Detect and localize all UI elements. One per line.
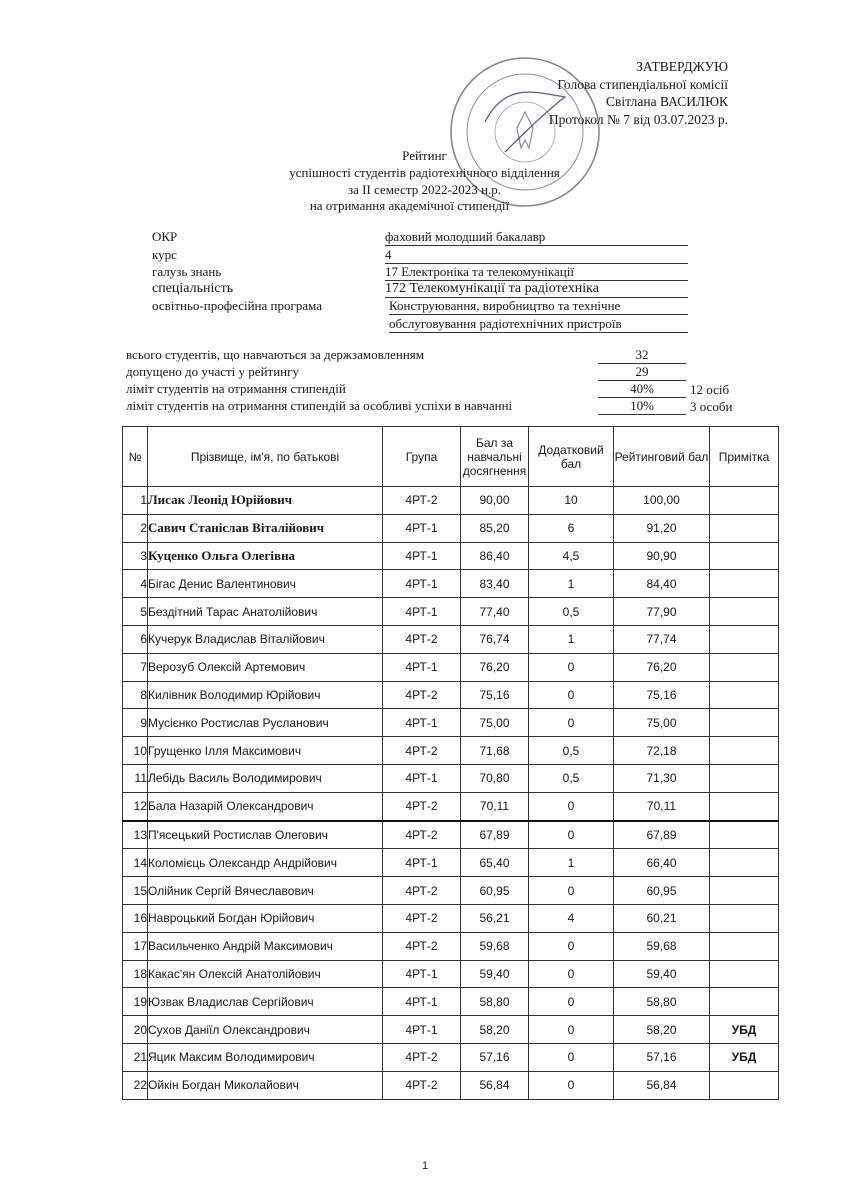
stat-note-limit: 12 осіб [690,382,730,397]
group: 4РТ-2 [383,487,461,515]
academic-score: 77,40 [461,598,529,626]
col-header-number: № [123,427,148,487]
student-name: Сухов Даніїл Олександрович [148,1016,383,1044]
student-name: Бігас Денис Валентинович [148,570,383,598]
col-header-rating: Рейтинговий бал [614,427,710,487]
note [710,877,779,905]
academic-score: 75,00 [461,709,529,737]
note [710,960,779,988]
note [710,737,779,765]
note [710,1071,779,1099]
table-row [123,988,779,1016]
student-name: Какас'ян Олексій Анатолійович [148,960,383,988]
student-name: Савич Станіслав Віталійович [148,514,383,542]
bonus-score: 0,5 [529,737,614,765]
info-value-okr: фаховий молодший бакалавр [385,229,688,246]
table-row [123,849,779,877]
bonus-score: 0 [529,653,614,681]
rating-score: 76,20 [614,653,710,681]
info-label-course: курс [152,247,177,262]
note: УБД [710,1016,779,1044]
approval-protocol: Протокол № 7 від 03.07.2023 р. [548,111,728,127]
row-number: 14 [123,849,148,877]
row-number: 6 [123,625,148,653]
rating-score: 56,84 [614,1071,710,1099]
academic-score: 70,80 [461,764,529,792]
rating-table-body [123,487,779,1100]
info-value-program-cont: обслуговування радіотехнічних пристроїв [389,316,688,333]
stat-value-special: 10% [598,398,686,415]
rating-score: 59,68 [614,932,710,960]
student-name: Ойкін Богдан Миколайович [148,1071,383,1099]
rating-score: 57,16 [614,1043,710,1071]
table-row [123,877,779,905]
info-label-field: галузь знань [152,264,222,279]
group: 4РТ-2 [383,792,461,820]
bonus-score: 0 [529,932,614,960]
note [710,904,779,932]
group: 4РТ-1 [383,960,461,988]
student-name: Мусієнко Ростислав Русланович [148,709,383,737]
rating-table [122,426,779,1100]
group: 4РТ-1 [383,709,461,737]
bonus-score: 4 [529,904,614,932]
academic-score: 56,84 [461,1071,529,1099]
note [710,988,779,1016]
bonus-score: 0 [529,821,614,849]
table-row [123,904,779,932]
student-name: Навроцький Богдан Юрійович [148,904,383,932]
rating-score: 59,40 [614,960,710,988]
table-row [123,821,779,849]
table-row [123,737,779,765]
info-label-specialty: спеціальність [152,281,234,296]
rating-score: 58,20 [614,1016,710,1044]
table-row [123,792,779,820]
row-number: 20 [123,1016,148,1044]
info-label-okr: ОКР [152,229,178,244]
approval-block [470,58,728,128]
note: УБД [710,1043,779,1071]
row-number: 19 [123,988,148,1016]
table-row [123,764,779,792]
rating-score: 60,21 [614,904,710,932]
row-number: 2 [123,514,148,542]
row-number: 4 [123,570,148,598]
note [710,764,779,792]
row-number: 15 [123,877,148,905]
bonus-score: 0 [529,792,614,820]
rating-score: 66,40 [614,849,710,877]
academic-score: 76,74 [461,625,529,653]
page-number: 1 [421,1160,429,1172]
col-header-bonus: Додатковий бал [529,427,614,487]
stat-value-limit: 40% [598,381,686,398]
note [710,625,779,653]
stat-label-special: ліміт студентів на отримання стипендій за особливі успіхи в навчанні [126,398,513,413]
group: 4РТ-2 [383,1043,461,1071]
info-value-specialty: 172 Телекомунікації та радіотехніка [385,281,688,298]
rating-score: 100,00 [614,487,710,515]
group: 4РТ-2 [383,1071,461,1099]
rating-score: 77,74 [614,625,710,653]
group: 4РТ-2 [383,625,461,653]
bonus-score: 0,5 [529,598,614,626]
note [710,542,779,570]
bonus-score: 0 [529,1071,614,1099]
table-row [123,960,779,988]
approval-signatory: Світлана ВАСИЛЮК [605,94,728,109]
academic-score: 83,40 [461,570,529,598]
bonus-score: 0 [529,681,614,709]
student-name: Лисак Леонід Юрійович [148,487,383,515]
academic-score: 67,89 [461,821,529,849]
academic-score: 85,20 [461,514,529,542]
stat-value-total: 32 [598,347,686,364]
group: 4РТ-1 [383,653,461,681]
row-number: 9 [123,709,148,737]
academic-score: 90,00 [461,487,529,515]
rating-score: 75,00 [614,709,710,737]
academic-score: 59,68 [461,932,529,960]
student-name: Васильченко Андрій Максимович [148,932,383,960]
row-number: 3 [123,542,148,570]
bonus-score: 0,5 [529,764,614,792]
group: 4РТ-2 [383,932,461,960]
group: 4РТ-1 [383,598,461,626]
academic-score: 58,80 [461,988,529,1016]
group: 4РТ-2 [383,737,461,765]
note [710,709,779,737]
academic-score: 75,16 [461,681,529,709]
academic-score: 71,68 [461,737,529,765]
bonus-score: 1 [529,625,614,653]
table-row [123,625,779,653]
table-row [123,1043,779,1071]
table-row [123,1071,779,1099]
table-row [123,598,779,626]
academic-score: 60,95 [461,877,529,905]
student-name: Коломієць Олександр Андрійович [148,849,383,877]
rating-score: 67,89 [614,821,710,849]
doc-purpose: на отримання академічної стипендії [309,198,510,213]
group: 4РТ-1 [383,542,461,570]
doc-title: Рейтинг [402,148,447,163]
info-value-program: Конструювання, виробництво та технічне [389,298,688,315]
info-value-course: 4 [385,247,688,264]
row-number: 8 [123,681,148,709]
rating-score: 91,20 [614,514,710,542]
academic-score: 56,21 [461,904,529,932]
academic-score: 76,20 [461,653,529,681]
group: 4РТ-1 [383,514,461,542]
doc-subtitle: успішності студентів радіотехнічного відділення [289,165,560,180]
rating-score: 70,11 [614,792,710,820]
rating-score: 72,18 [614,737,710,765]
col-header-score: Бал за навчальні досягнення [461,427,529,487]
academic-score: 70,11 [461,792,529,820]
student-name: Юзвак Владислав Сергійович [148,988,383,1016]
note [710,487,779,515]
note [710,792,779,820]
table-row [123,681,779,709]
group: 4РТ-2 [383,877,461,905]
bonus-score: 1 [529,570,614,598]
academic-score: 59,40 [461,960,529,988]
stat-label-admitted: допущено до участі у рейтингу [126,364,299,379]
stat-note-special: 3 особи [690,399,733,414]
student-name: Куценко Ольга Олегівна [148,542,383,570]
rating-score: 84,40 [614,570,710,598]
academic-score: 57,16 [461,1043,529,1071]
group: 4РТ-1 [383,764,461,792]
note [710,598,779,626]
group: 4РТ-1 [383,570,461,598]
table-row [123,1016,779,1044]
stat-label-limit: ліміт студентів на отримання стипендій [126,381,346,396]
row-number: 18 [123,960,148,988]
student-name: Кучерук Владислав Віталійович [148,625,383,653]
student-name: Килівник Володимир Юрійович [148,681,383,709]
group: 4РТ-2 [383,904,461,932]
table-row [123,570,779,598]
student-name: Верозуб Олексій Артемович [148,653,383,681]
col-header-name: Прізвище, ім'я, по батькові [148,427,383,487]
row-number: 21 [123,1043,148,1071]
group: 4РТ-1 [383,849,461,877]
group: 4РТ-2 [383,821,461,849]
bonus-score: 0 [529,709,614,737]
bonus-score: 0 [529,1016,614,1044]
row-number: 5 [123,598,148,626]
student-name: Бала Назарій Олександрович [148,792,383,820]
group: 4РТ-1 [383,1016,461,1044]
row-number: 16 [123,904,148,932]
table-row [123,653,779,681]
note [710,932,779,960]
row-number: 1 [123,487,148,515]
note [710,514,779,542]
row-number: 22 [123,1071,148,1099]
student-name: Бездітний Тарас Анатолійович [148,598,383,626]
row-number: 11 [123,764,148,792]
col-header-note: Примітка [710,427,779,487]
academic-score: 86,40 [461,542,529,570]
student-name: Лебідь Василь Володимирович [148,764,383,792]
info-label-program: освітньо-професійна програма [152,298,322,313]
group: 4РТ-2 [383,681,461,709]
table-row [123,932,779,960]
rating-score: 71,30 [614,764,710,792]
bonus-score: 0 [529,960,614,988]
student-name: П'ясецький Ростислав Олегович [148,821,383,849]
note [710,849,779,877]
approval-heading: ЗАТВЕРДЖУЮ [636,59,728,74]
rating-score: 60,95 [614,877,710,905]
table-header-row [123,427,779,487]
row-number: 7 [123,653,148,681]
note [710,653,779,681]
approval-position: Голова стипендіальної комісії [557,76,728,92]
academic-score: 58,20 [461,1016,529,1044]
table-row [123,514,779,542]
note [710,681,779,709]
group: 4РТ-1 [383,988,461,1016]
table-row [123,542,779,570]
bonus-score: 10 [529,487,614,515]
rating-score: 90,90 [614,542,710,570]
rating-score: 58,80 [614,988,710,1016]
bonus-score: 0 [529,877,614,905]
bonus-score: 0 [529,1043,614,1071]
stat-label-total: всього студентів, що навчаються за держзамовленням [126,347,424,362]
bonus-score: 4,5 [529,542,614,570]
rating-score: 77,90 [614,598,710,626]
stat-value-admitted: 29 [598,364,686,381]
note [710,570,779,598]
academic-score: 65,40 [461,849,529,877]
table-row [123,487,779,515]
note [710,821,779,849]
doc-period: за ІІ семестр 2022-2023 н.р. [348,182,501,197]
col-header-group: Група [383,427,461,487]
rating-score: 75,16 [614,681,710,709]
table-row [123,709,779,737]
student-name: Грущенко Ілля Максимович [148,737,383,765]
row-number: 17 [123,932,148,960]
bonus-score: 6 [529,514,614,542]
row-number: 10 [123,737,148,765]
row-number: 13 [123,821,148,849]
student-name: Яцик Максим Володимирович [148,1043,383,1071]
row-number: 12 [123,792,148,820]
bonus-score: 1 [529,849,614,877]
info-value-field: 17 Електроніка та телекомунікації [385,264,688,281]
bonus-score: 0 [529,988,614,1016]
student-name: Олійник Сергій Вячеславович [148,877,383,905]
